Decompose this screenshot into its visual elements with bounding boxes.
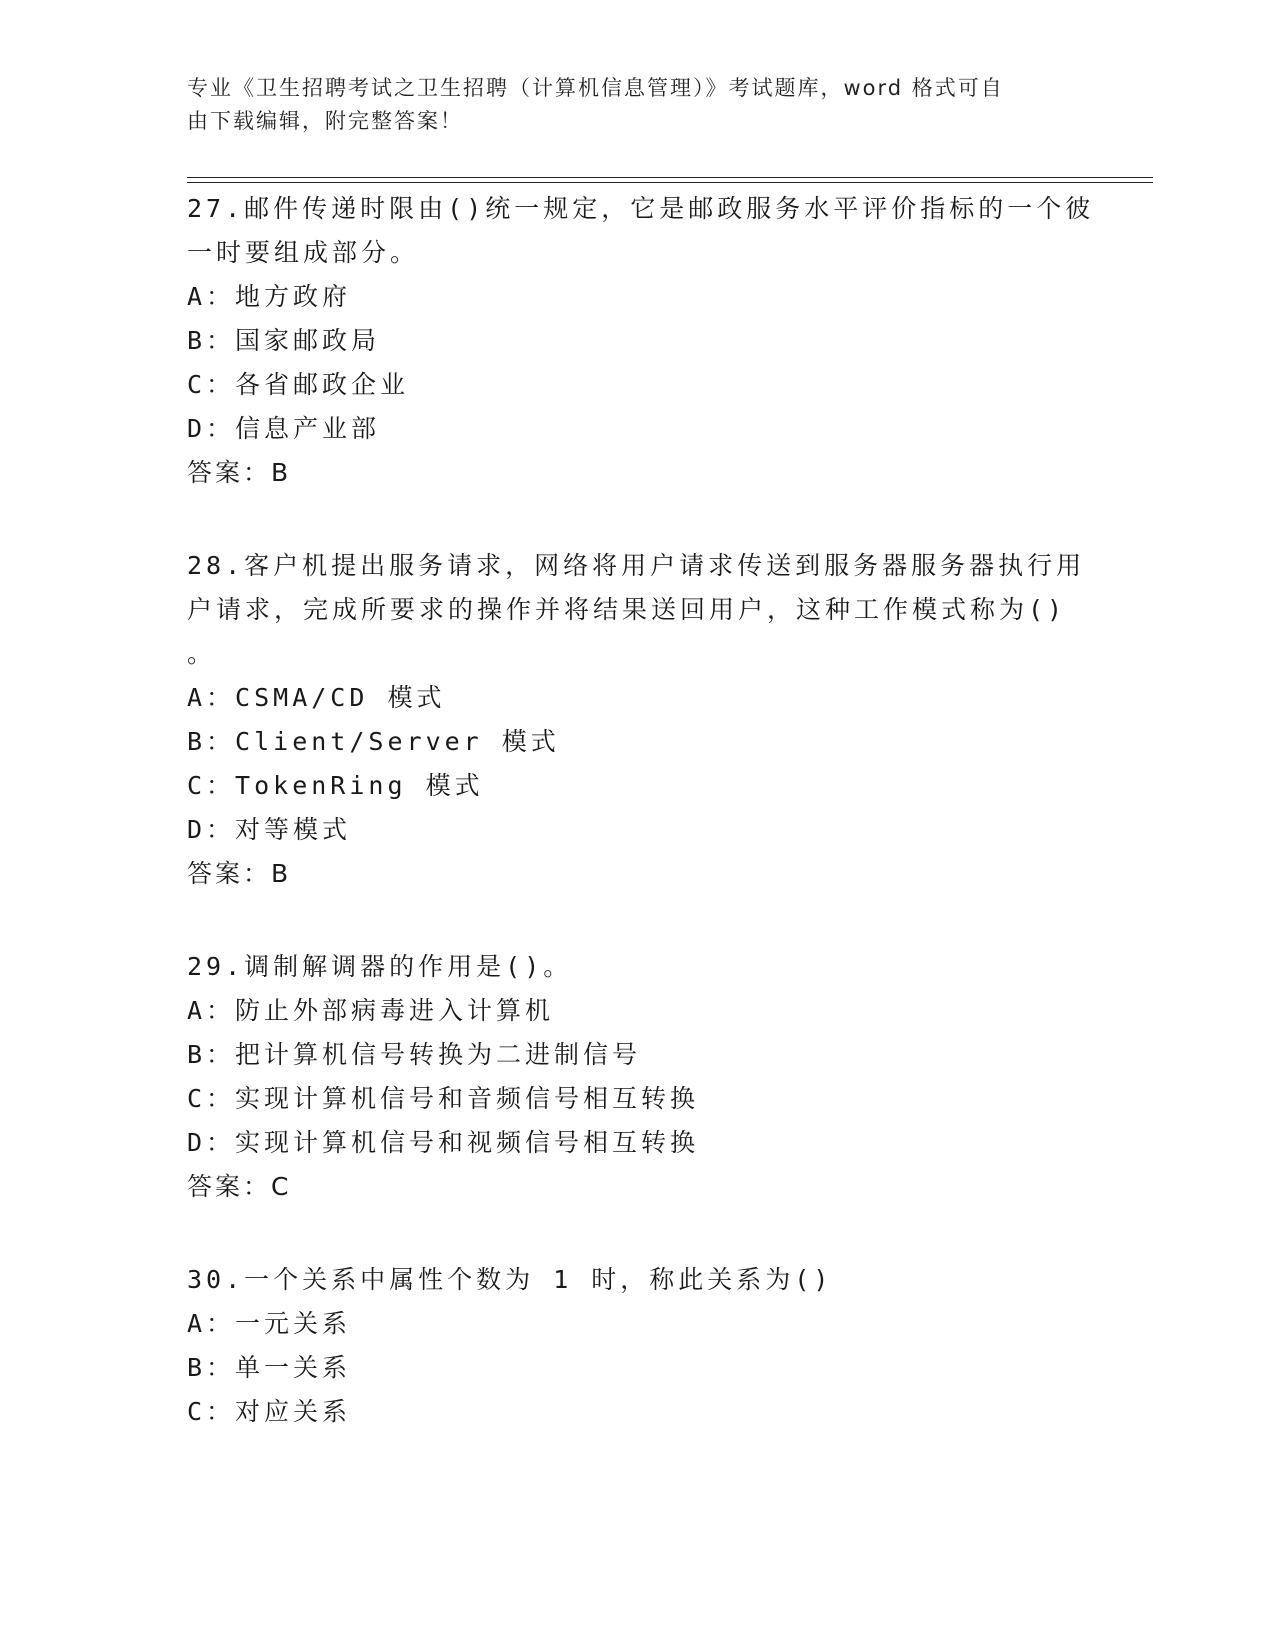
question-28-stem-line-3: 。: [187, 639, 217, 668]
question-27-stem-line-2: 一时要组成部分。: [187, 238, 420, 267]
question-28-stem-line-1: 28.客户机提出服务请求，网络将用户请求传送到服务器服务器执行用: [187, 551, 1086, 580]
question-28-option-c: C：TokenRing 模式: [187, 771, 484, 800]
document-header: [187, 72, 1067, 138]
header-divider-bottom: [187, 182, 1153, 183]
question-29-answer: 答案：C: [187, 1172, 292, 1201]
question-28-option-d: D：对等模式: [187, 815, 352, 844]
header-line-2: 由下载编辑，附完整答案！: [187, 109, 463, 133]
question-27-answer: 答案：B: [187, 458, 292, 487]
question-28-option-b: B：Client/Server 模式: [187, 727, 560, 756]
header-divider-top: [187, 177, 1153, 178]
question-29-stem-line-1: 29.调制解调器的作用是()。: [187, 952, 573, 981]
question-29-option-b: B：把计算机信号转换为二进制信号: [187, 1040, 642, 1069]
question-30-option-b: B：单一关系: [187, 1353, 352, 1382]
question-30-option-c: C：对应关系: [187, 1397, 352, 1426]
question-27-option-b: B：国家邮政局: [187, 326, 381, 355]
question-27-stem-line-1: 27.邮件传递时限由()统一规定，它是邮政服务水平评价指标的一个彼: [187, 194, 1095, 223]
question-28-option-a: A：CSMA/CD 模式: [187, 683, 446, 712]
question-28-stem-line-2: 户请求，完成所要求的操作并将结果送回用户，这种工作模式称为(): [187, 595, 1067, 624]
question-29-option-a: A：防止外部病毒进入计算机: [187, 996, 555, 1025]
header-line-1: 专业《卫生招聘考试之卫生招聘（计算机信息管理）》考试题库，word 格式可自: [187, 76, 1004, 100]
question-27-option-c: C：各省邮政企业: [187, 370, 410, 399]
question-27-option-a: A：地方政府: [187, 282, 352, 311]
question-27-option-d: D：信息产业部: [187, 414, 381, 443]
question-29-option-c: C：实现计算机信号和音频信号相互转换: [187, 1084, 700, 1113]
question-28-answer: 答案：B: [187, 859, 292, 888]
question-29-option-d: D：实现计算机信号和视频信号相互转换: [187, 1128, 700, 1157]
question-30-option-a: A：一元关系: [187, 1309, 352, 1338]
question-30-stem-line-1: 30.一个关系中属性个数为 1 时，称此关系为(): [187, 1265, 833, 1294]
